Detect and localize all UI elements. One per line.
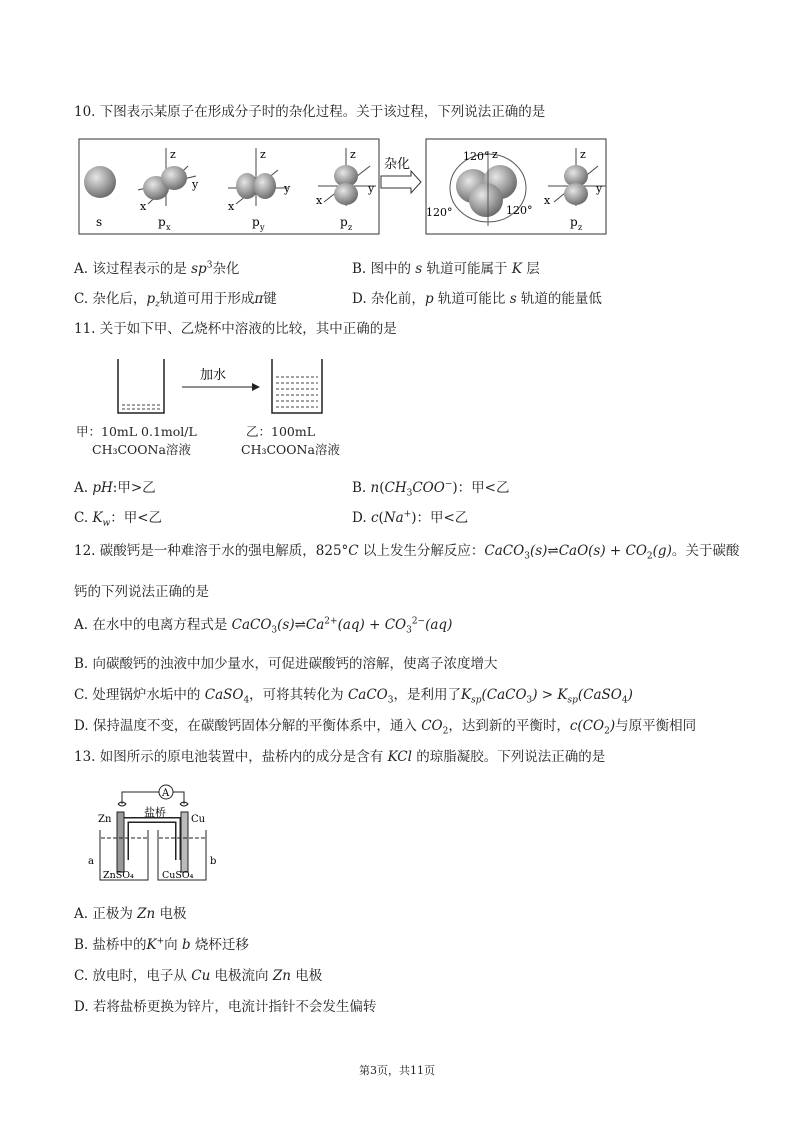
page-footer: 第3页，共11页 [359,1064,435,1077]
q13-stem: 13. 如图所示的原电池装置中，盐桥内的成分是含有 KCl 的琼脂凝胶。下列说法正确的是 [74,749,606,765]
svg-text:z: z [348,223,353,232]
svg-text:y: y [260,223,265,232]
salt-bridge [126,820,178,860]
q12-option-b[interactable]: B. 向碳酸钙的浊液中加少量水，可促进碳酸钙的溶解，使离子浓度增大 [74,656,498,672]
cu-label: Cu [191,814,206,825]
svg-text:y: y [192,178,199,191]
s-label: s [96,215,103,229]
jia-label-1: 甲：10mL 0.1mol/L [76,424,197,439]
sp2-hybrid-orbitals [426,148,533,226]
svg-text:A: A [162,788,170,799]
svg-text:z: z [260,148,266,161]
svg-text:x: x [544,194,551,207]
svg-text:z: z [350,148,356,161]
salt-bridge-label: 盐桥 [144,806,166,819]
svg-text:p: p [570,215,578,229]
px-orbital [138,148,199,232]
beaker-b-label: b [210,856,217,867]
svg-text:y: y [284,182,291,195]
s-orbital [84,166,116,198]
q10-option-c[interactable]: C. 杂化后，$p_z$轨道可用于形成π键 [74,291,277,310]
svg-text:z: z [170,148,176,161]
q13-option-c[interactable]: C. 放电时，电子从 Cu 电极流向 Zn 电极 [74,968,323,984]
q11-option-d[interactable]: D. c(Na+)：甲<乙 [352,509,469,526]
q13-option-a[interactable]: A. 正极为 Zn 电极 [74,906,187,922]
beaker-a-label: a [88,856,94,867]
unhybridized-pz-orbital [544,148,606,232]
svg-text:z: z [580,148,586,161]
q13-galvanic-cell-figure [86,782,226,884]
zn-electrode [117,812,124,872]
beaker-jia [118,359,164,413]
svg-text:加水: 加水 [200,368,227,383]
pz-orbital [316,148,376,232]
q11-stem: 11. 关于如下甲、乙烧杯中溶液的比较，其中正确的是 [74,321,397,337]
q11-option-c[interactable]: C. $K_w$：甲<乙 [74,510,163,529]
q10-option-d[interactable]: D. 杂化前，p 轨道可能比 s 轨道的能量低 [352,291,602,307]
q11-option-a[interactable]: A. pH:甲>乙 [74,480,156,496]
q10-hybridization-figure [78,136,608,240]
svg-text:杂化: 杂化 [384,157,411,172]
svg-text:120°: 120° [426,206,453,219]
q11-beaker-figure [112,355,352,417]
zn-label: Zn [98,814,112,825]
svg-text:x: x [316,194,323,207]
add-water-arrow [182,367,260,391]
py-orbital [228,148,291,232]
q10-option-b[interactable]: B. 图中的 s 轨道可能属于 K 层 [352,261,540,277]
svg-text:x: x [166,223,171,232]
svg-text:x: x [140,200,147,213]
svg-text:y: y [368,182,375,195]
svg-text:z: z [492,148,498,161]
svg-text:y: y [596,182,603,195]
q10-stem: 10. 下图表示某原子在形成分子时的杂化过程。关于该过程，下列说法正确的是 [74,104,546,120]
q12-option-a[interactable]: A. 在水中的电离方程式是 $CaCO_3(s)\rightleftharpoons Ca^{2+}(aq) + CO_3^{2-}(aq)$ [74,616,453,636]
q10-option-a[interactable]: A. 该过程表示的是 $sp^3$杂化 [74,260,240,277]
svg-text:p: p [252,215,260,229]
svg-text:120°: 120° [506,204,533,217]
yi-label-2: CH₃COONa溶液 [241,442,340,457]
q13-option-b[interactable]: B. 盐桥中的K+向 b 烧杯迁移 [74,936,249,953]
svg-text:p: p [340,215,348,229]
svg-text:120°: 120° [463,150,490,163]
beaker-yi [272,359,322,413]
yi-label-1: 乙：100mL [246,424,316,439]
ammeter [118,785,188,806]
q12-option-c[interactable]: C. 处理锅炉水垢中的 CaSO$_4$，可将其转化为 CaCO$_3$，是利用了$K_{sp}(CaCO_3)$ > $K_{sp}(CaSO_4)$ [74,687,633,706]
cu-electrode [181,812,188,872]
q11-option-b[interactable]: B. $n(CH_3COO^-)$：甲<乙 [352,479,510,499]
cuso4-label: CuSO₄ [162,870,194,881]
hybridize-arrow [381,156,421,193]
jia-label-2: CH₃COONa溶液 [92,442,191,457]
q13-option-d[interactable]: D. 若将盐桥更换为锌片，电流计指针不会发生偏转 [74,999,377,1015]
svg-text:x: x [228,200,235,213]
q12-stem-line2: 钙的下列说法正确的是 [74,584,209,600]
znso4-label: ZnSO₄ [103,870,134,881]
q12-option-d[interactable]: D. 保持温度不变，在碳酸钙固体分解的平衡体系中，通入 $CO_2$，达到新的平衡时，$c(CO_2)$与原平衡相同 [74,718,697,737]
q12-stem-line1: 12. 碳酸钙是一种难溶于水的强电解质，825°C 以上发生分解反应：CaCO$_3$(s)⇌CaO(s) + $CO_2(g)$。关于碳酸 [74,543,740,562]
svg-text:p: p [158,215,166,229]
svg-text:z: z [578,223,583,232]
